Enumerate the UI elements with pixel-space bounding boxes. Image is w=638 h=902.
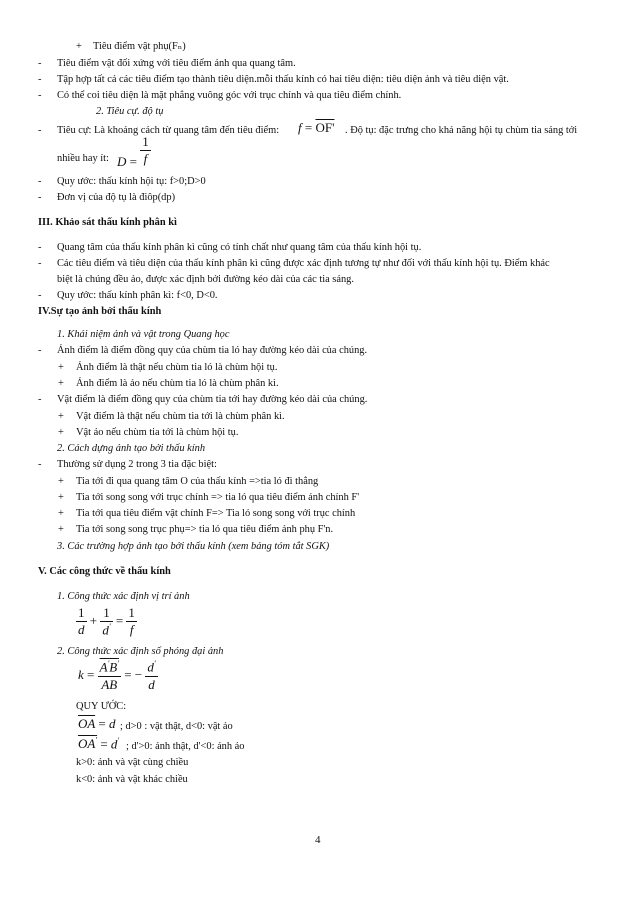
dash-bullet: -	[38, 258, 42, 269]
dash-bullet: -	[38, 125, 42, 136]
subheading: 2. Cách dựng ảnh tạo bởi thấu kính	[57, 443, 206, 454]
dash-bullet: -	[38, 176, 42, 187]
section-heading: III. Khảo sát thấu kính phân kì	[38, 217, 177, 228]
text-line: Vật điểm là thật nếu chùm tia tới là chùm phân kì.	[76, 411, 285, 422]
plus-bullet: +	[58, 476, 64, 487]
dash-bullet: -	[38, 459, 42, 470]
text-line: Tia tới song song với trục chính => tia ló qua tiêu điểm ảnh chính F'	[76, 492, 360, 503]
text-line: QUY ƯỚC:	[76, 701, 127, 712]
text-line: Tập hợp tất cả các tiêu điểm tạo thành tiêu diện.mỗi thấu kính có hai tiêu diện: tiêu diện ảnh và tiêu diện vật.	[57, 74, 509, 85]
text-line: Các tiêu điểm và tiêu diện của thấu kính phân kì cũng được xác định tương tự như đối với thấu kính hội tụ. Điểm khác	[57, 258, 550, 269]
text-line: Quang tâm của thấu kính phân kì cũng có tính chất như quang tâm của thấu kính hội tụ.	[57, 242, 422, 253]
plus-bullet: +	[58, 378, 64, 389]
formula-magnification: k = $\frac{A'B'}{AB}$ = − $\frac{d'}{d}$	[78, 659, 156, 692]
dash-bullet: -	[38, 192, 42, 203]
text-line: Tiêu điểm vật phụ(Fₙ)	[93, 41, 186, 52]
dash-bullet: -	[38, 242, 42, 253]
subheading: 2. Công thức xác định số phóng đại ảnh	[57, 646, 224, 657]
text-line: nhiều hay ít:	[57, 153, 109, 164]
text-line: Có thể coi tiêu diện là mặt phẳng vuông góc với trục chính và qua tiêu điểm chính.	[57, 90, 402, 101]
section-heading: V. Các công thức về thấu kính	[38, 566, 171, 577]
text-line: ; d>0 : vật thật, d<0: vật ảo	[120, 721, 233, 732]
text-line: Vật điểm là điểm đồng quy của chùm tia tới hay đường kéo dài của chúng.	[57, 394, 368, 405]
plus-bullet: +	[58, 492, 64, 503]
text-line: ; d'>0: ảnh thật, d'<0: ảnh ảo	[126, 741, 245, 752]
formula-lens-equation: $\frac{1}{d}$ + $\frac{1}{d'}$ = $\frac{1}{f}$	[78, 605, 135, 638]
text-line: . Độ tụ: đặc trưng cho khả năng hội tụ chùm tia sáng tới	[345, 125, 578, 136]
dash-bullet: -	[38, 74, 42, 85]
text-line: biệt là chúng đều ảo, được xác định bởi đường kéo dài của các tia sáng.	[57, 274, 354, 285]
dash-bullet: -	[38, 345, 42, 356]
text-line: Tia tới song song trục phụ=> tia ló qua tiêu điểm ảnh phụ F'n.	[76, 524, 334, 535]
subheading: 1. Công thức xác định vị trí ảnh	[57, 591, 190, 602]
plus-bullet: +	[58, 411, 64, 422]
text-line: Ảnh điểm là ảo nếu chùm tia ló là chùm phân kì.	[76, 378, 279, 389]
plus-bullet: +	[58, 524, 64, 535]
text-line: Quy ước: thấu kính hội tụ: f>0;D>0	[57, 176, 206, 187]
subheading: 3. Các trường hợp ảnh tạo bởi thấu kính (xem bảng tóm tắt SGK)	[57, 541, 330, 552]
dash-bullet: -	[38, 394, 42, 405]
dash-bullet: -	[38, 290, 42, 301]
formula-focal-length: f = OF'	[298, 120, 335, 135]
text-line: Tiêu điểm vật đối xứng với tiêu điểm ảnh qua quang tâm.	[57, 58, 296, 69]
text-line: Ảnh điểm là điểm đồng quy của chùm tia ló hay đường kéo dài của chúng.	[57, 345, 368, 356]
text-line: Ảnh điểm là thật nếu chùm tia ló là chùm hội tụ.	[76, 362, 278, 373]
plus-bullet: +	[58, 362, 64, 373]
plus-bullet: +	[58, 427, 64, 438]
dash-bullet: -	[38, 90, 42, 101]
text-line: Quy ước: thấu kính phân kì: f<0, D<0.	[57, 290, 218, 301]
formula-image-distance: OA' = d'	[78, 736, 120, 752]
text-line: Tia tới đi qua quang tâm O của thấu kính =>tia ló đi thẳng	[76, 476, 319, 487]
text-line: Tiêu cự: Là khoảng cách từ quang tâm đến tiêu điểm:	[57, 125, 280, 136]
formula-power: D = $\frac{1}{f}$	[117, 134, 149, 169]
dash-bullet: -	[38, 58, 42, 69]
text-line: k<0: ảnh và vật khác chiều	[76, 774, 188, 785]
subheading: 2. Tiêu cự. độ tụ	[96, 106, 164, 117]
text-line: Đơn vị của độ tụ là điôp(dp)	[57, 192, 176, 203]
page-number: 4	[315, 834, 321, 846]
text-line: Thường sử dụng 2 trong 3 tia đặc biệt:	[57, 459, 217, 470]
text-line: Vật ảo nếu chùm tia tới là chùm hội tụ.	[76, 427, 239, 438]
formula-object-distance: $\overline{OA} = d$	[78, 716, 116, 731]
plus-bullet: +	[58, 508, 64, 519]
subheading: 1. Khái niệm ảnh và vật trong Quang học	[57, 329, 230, 340]
text-line: k>0: ảnh và vật cùng chiều	[76, 757, 189, 768]
section-heading: IV.Sự tạo ảnh bởi thấu kính	[38, 306, 162, 317]
plus-bullet: +	[76, 41, 82, 52]
text-line: Tia tới qua tiêu điểm vật chính F=> Tia ló song song với trục chính	[76, 508, 356, 519]
